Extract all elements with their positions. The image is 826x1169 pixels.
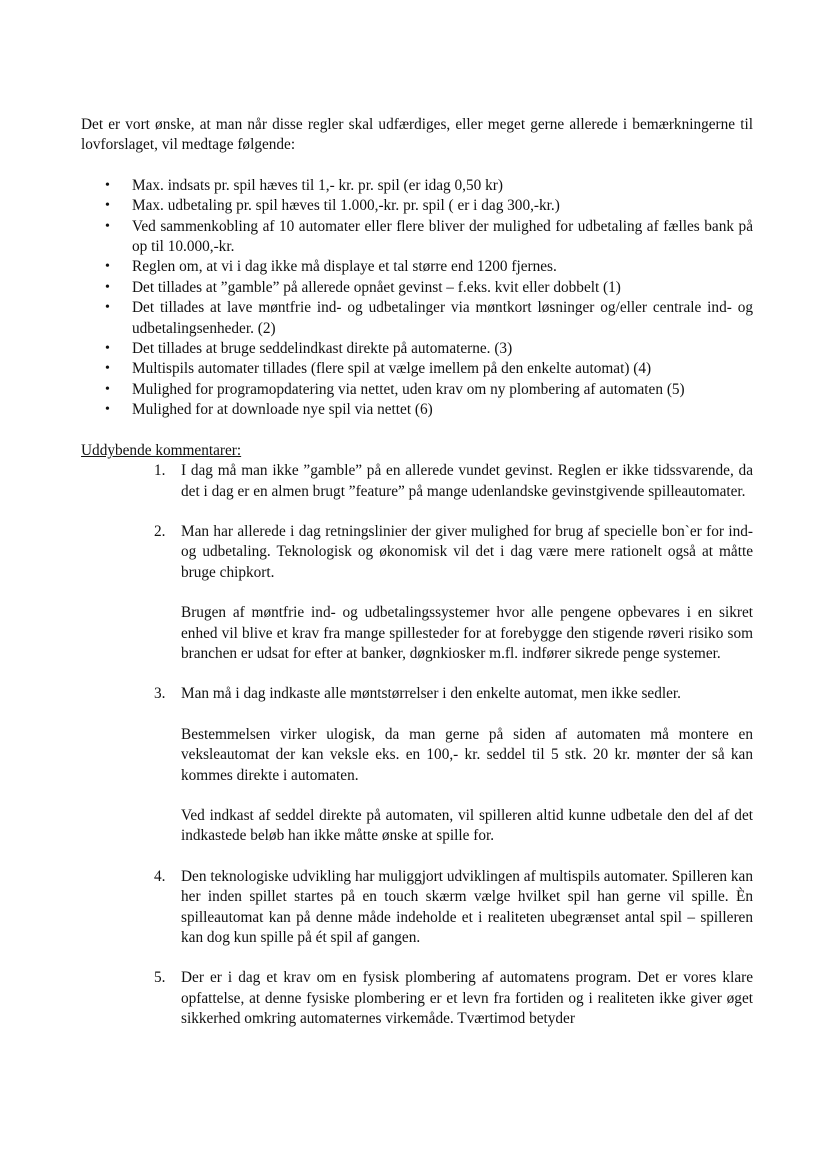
bullet-item xyxy=(81,176,753,196)
comment-number: 3. xyxy=(154,685,166,703)
comment-number: 4. xyxy=(154,867,166,885)
bullet-text: Det tillades at ”gamble” på allerede opnået gevinst – f.eks. kvit eller dobbelt (1) xyxy=(132,278,621,296)
bullet-icon: • xyxy=(105,361,110,377)
bullet-item xyxy=(81,380,753,400)
bullet-item xyxy=(81,298,753,339)
bullet-icon: • xyxy=(105,218,110,234)
comment-paragraph: I dag må man ikke ”gamble” på en allerede vundet gevinst. Reglen er ikke tidssvarende, da det i dag er en almen brugt ”feature” på mange udenlandske gevinstgivende spilleautomater. xyxy=(181,462,753,500)
bullet-icon: • xyxy=(105,279,110,295)
comment-item xyxy=(81,522,753,664)
comment-paragraph: Bestemmelsen virker ulogisk, da man gerne på siden af automaten må montere en veksleautomat der kan veksle eks. en 100,- kr. seddel til 5 stk. 20 kr. mønter der så kan kommes direkte i automaten. xyxy=(181,725,753,784)
bullet-item xyxy=(81,400,753,420)
section-heading: Uddybende kommentarer: xyxy=(81,441,242,459)
bullet-item xyxy=(81,278,753,298)
bullet-icon: • xyxy=(105,259,110,275)
bullet-icon: • xyxy=(105,381,110,397)
comment-paragraph: Man må i dag indkaste alle møntstørrelser i den enkelte automat, men ikke sedler. xyxy=(181,685,681,703)
bullet-text: Mulighed for programopdatering via nettet, uden krav om ny plombering af automaten (5) xyxy=(132,380,685,398)
bullet-text: Max. udbetaling pr. spil hæves til 1.000,-kr. pr. spil ( er i dag 300,-kr.) xyxy=(132,197,560,215)
comment-number: 1. xyxy=(154,462,166,480)
comment-paragraph: Der er i dag et krav om en fysisk plombering af automatens program. Det er vores klare opfattelse, at denne fysiske plombering er et levn fra fortiden og i realiteten ikke giver øget sikkerhed omkring automaternes virkemåde. Tværtimod betyder xyxy=(181,969,753,1028)
comment-item xyxy=(81,461,753,502)
comment-item xyxy=(81,867,753,949)
bullet-item xyxy=(81,196,753,216)
bullet-text: Reglen om, at vi i dag ikke må displaye et tal større end 1200 fjernes. xyxy=(132,258,557,276)
bullet-icon: • xyxy=(105,198,110,214)
bullet-text: Det tillades at lave møntfrie ind- og udbetalinger via møntkort løsninger og/eller centrale ind- og udbetalingsenheder. (2) xyxy=(132,299,753,337)
comment-number: 2. xyxy=(154,522,166,540)
bullet-item xyxy=(81,339,753,359)
bullet-icon: • xyxy=(105,300,110,316)
bullet-text: Det tillades at bruge seddelindkast direkte på automaterne. (3) xyxy=(132,340,513,358)
comment-paragraph: Man har allerede i dag retningslinier der giver mulighed for brug af specielle bon`er for ind- og udbetaling. Teknologisk og økonomisk vil det i dag være mere rationelt også at måtte bruge chipkort. xyxy=(181,522,753,581)
intro-paragraph: Det er vort ønske, at man når disse regler skal udfærdiges, eller meget gerne allerede i bemærkningerne til lovforslaget, vil medtage følgende: xyxy=(81,116,753,154)
comment-item xyxy=(81,968,753,1029)
comment-list xyxy=(81,461,753,1030)
bullet-icon: • xyxy=(105,177,110,193)
bullet-item xyxy=(81,217,753,258)
comment-item xyxy=(81,684,753,846)
bullet-text: Mulighed for at downloade nye spil via nettet (6) xyxy=(132,401,433,419)
bullet-text: Multispils automater tillades (flere spil at vælge imellem på den enkelte automat) (4) xyxy=(132,360,652,378)
comment-number: 5. xyxy=(154,969,166,987)
bullet-item xyxy=(81,359,753,379)
bullet-text: Max. indsats pr. spil hæves til 1,- kr. pr. spil (er idag 0,50 kr) xyxy=(132,176,503,194)
bullet-item xyxy=(81,257,753,277)
bullet-icon: • xyxy=(105,341,110,357)
comment-paragraph: Brugen af møntfrie ind- og udbetalingssystemer hvor alle pengene opbevares i en sikret enhed vil blive et krav fra mange spillesteder for at forebygge den stigende røveri risiko som branchen er udsat for efter at banker, døgnkiosker m.fl. indfører sikrede penge systemer. xyxy=(181,604,753,662)
comment-paragraph: Ved indkast af seddel direkte på automaten, vil spilleren altid kunne udbetale den del af det indkastede beløb han ikke måtte ønske at spille for. xyxy=(181,806,753,845)
page-content xyxy=(81,115,753,1050)
comment-paragraph: Den teknologiske udvikling har muliggjort udviklingen af multispils automater. Spilleren kan her inden spillet startes på en touch skærm vælge hvilket spil han gerne vil spille. Èn spilleautomat kan på denne måde indeholde et i realiteten ubegrænset antal spil – spilleren kan dog kun spille på ét spil af gangen. xyxy=(181,867,753,946)
bullet-icon: • xyxy=(105,402,110,418)
bullet-text: Ved sammenkobling af 10 automater eller flere bliver der mulighed for udbetaling af fælles bank på op til 10.000,-kr. xyxy=(132,217,753,256)
proposal-bullet-list xyxy=(81,176,753,421)
